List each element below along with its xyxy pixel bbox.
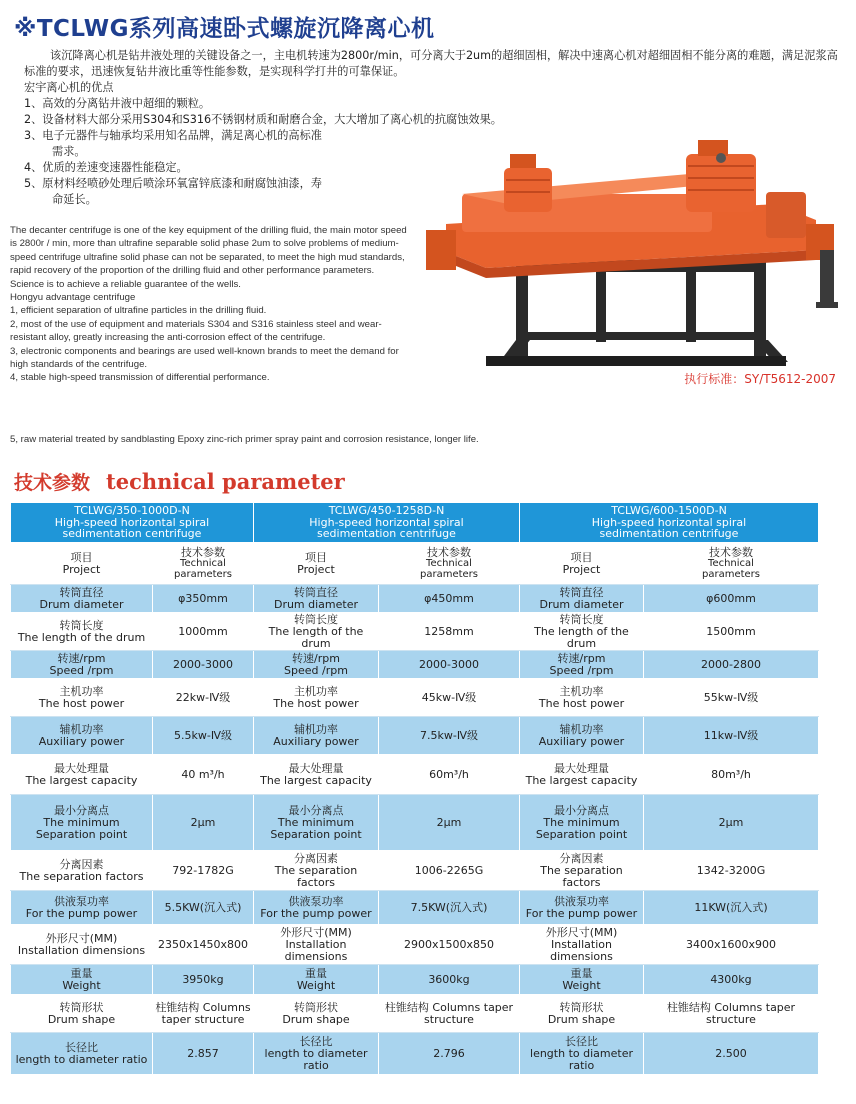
- parameter-value: 792-1782G: [153, 851, 254, 891]
- parameter-label-en: For the pump power: [260, 906, 372, 920]
- table-row: [11, 965, 819, 995]
- col-item: 项目 Project: [254, 543, 379, 585]
- parameter-label-en: The length of the drum: [534, 624, 629, 650]
- parameter-label-en: The length of the drum: [17, 630, 146, 644]
- section-title-cn: 技术参数: [14, 472, 91, 494]
- parameter-label: [254, 679, 379, 717]
- parameter-label-en: length to diameter ratio: [15, 1052, 148, 1066]
- parameter-label: [254, 925, 379, 965]
- parameter-label-cn: 重量: [70, 966, 93, 980]
- table-row: [11, 925, 819, 965]
- model-header: [11, 503, 254, 543]
- parameter-label-cn: 外形尺寸(MM): [545, 925, 618, 939]
- model-header: [254, 503, 520, 543]
- intro-cn: 该沉降离心机是钻井液处理的关键设备之一，主电机转速为2800r/min，可分离大于2um的超细固相，解决中速离心机对超细固相不能分离的难题，满足泥浆高标准的要求，迅速恢复钻井液比重等性能参数，是实现科学打井的可靠保证。: [24, 49, 838, 78]
- parameter-value: 11KW(沉入式): [644, 891, 819, 925]
- advantage-cn-3-cont: 需求。: [52, 145, 86, 158]
- english-description: [10, 224, 410, 385]
- parameter-value: 2000-3000: [379, 651, 520, 679]
- parameter-label: [520, 925, 644, 965]
- parameter-label-cn: 转筒形状: [559, 1000, 604, 1014]
- parameter-label-en: length to diameter ratio: [530, 1046, 633, 1072]
- parameter-label-cn: 长径比: [299, 1034, 333, 1048]
- parameter-value: 2900x1500x850: [379, 925, 520, 965]
- section-title: [14, 468, 345, 495]
- parameter-label-en: Speed /rpm: [549, 663, 614, 677]
- parameter-label-en: The host power: [273, 696, 359, 710]
- parameter-label: [11, 965, 153, 995]
- table-row: [11, 1033, 819, 1075]
- parameter-label: [520, 585, 644, 613]
- parameter-label: [254, 965, 379, 995]
- parameter-label: [254, 613, 379, 651]
- model-name: High-speed horizontal spiral: [591, 515, 747, 529]
- table-row: [11, 613, 819, 651]
- parameter-label-cn: 最小分离点: [288, 803, 344, 817]
- parameter-label: [11, 995, 153, 1033]
- parameter-label-en: Drum diameter: [273, 597, 359, 611]
- col-param: 技术参数 Technical parameters: [644, 543, 819, 585]
- parameter-label: [11, 613, 153, 651]
- parameter-value: 5.5KW(沉入式): [153, 891, 254, 925]
- advantage-cn-4: 4、优质的差速变速器性能稳定。: [24, 161, 188, 174]
- parameter-label-cn: 辅机功率: [59, 722, 104, 736]
- column-header-row: [11, 543, 819, 585]
- parameter-label: [520, 717, 644, 755]
- parameter-label: [11, 925, 153, 965]
- parameter-label: [520, 995, 644, 1033]
- advantages-cn-title: 宏宇离心机的优点: [24, 81, 114, 94]
- parameter-table: [10, 502, 819, 1075]
- parameter-label-en: The largest capacity: [25, 773, 138, 787]
- parameter-value: 45kw-Ⅳ级: [379, 679, 520, 717]
- parameter-label: [11, 651, 153, 679]
- centrifuge-machine-image: [416, 132, 852, 372]
- main-motor: [686, 140, 756, 212]
- parameter-label-en: For the pump power: [525, 906, 638, 920]
- parameter-label-en: Drum shape: [547, 1012, 616, 1026]
- advantage-cn-5-cont: 命延长。: [52, 193, 97, 206]
- parameter-label-cn: 最小分离点: [54, 803, 109, 817]
- parameter-label-cn: 最大处理量: [54, 761, 109, 775]
- parameter-label-en: Weight: [562, 978, 601, 992]
- parameter-value: φ600mm: [644, 585, 819, 613]
- advantage-en-1: 1, efficient separation of ultrafine particles in the drilling fluid.: [10, 305, 267, 317]
- parameter-value: 2μm: [153, 795, 254, 851]
- parameter-label-cn: 转速/rpm: [557, 651, 606, 665]
- table-row: [11, 755, 819, 795]
- parameter-label-en: The host power: [38, 696, 125, 710]
- parameter-label-en: Weight: [296, 978, 336, 992]
- parameter-label: [11, 679, 153, 717]
- model-name: sedimentation centrifuge: [317, 527, 456, 541]
- parameter-label-en: The separation factors: [540, 863, 623, 889]
- parameter-value: 2350x1450x800: [153, 925, 254, 965]
- model-name: High-speed horizontal spiral: [309, 515, 464, 529]
- parameter-label-en: Drum shape: [47, 1012, 116, 1026]
- parameter-value: 柱锥结构 Columns taper structure: [644, 995, 819, 1033]
- parameter-label-cn: 最大处理量: [288, 761, 344, 775]
- advantage-en-4: 4, stable high-speed transmission of differential performance.: [10, 372, 270, 384]
- parameter-label-en: The minimum Separation point: [535, 815, 628, 841]
- parameter-label-cn: 重量: [305, 966, 327, 980]
- parameter-value: φ450mm: [379, 585, 520, 613]
- parameter-value: 5.5kw-Ⅳ级: [153, 717, 254, 755]
- parameter-label: [254, 755, 379, 795]
- parameter-value: 1258mm: [379, 613, 520, 651]
- parameter-label-cn: 转筒长度: [59, 618, 104, 632]
- table-row: [11, 891, 819, 925]
- parameter-label: [520, 755, 644, 795]
- parameter-label-cn: 转筒长度: [294, 612, 338, 626]
- parameter-value: 1006-2265G: [379, 851, 520, 891]
- advantage-cn-2: 2、设备材料大部分采用S304和S316不锈钢材质和耐磨合金，大大增加了离心机的抗腐蚀效果。: [24, 113, 502, 126]
- parameter-label-en: The separation factors: [19, 869, 144, 883]
- advantage-en-2: 2, most of the use of equipment and materials S304 and S316 stainless steel and wear-resistant alloy, greatly increasing the anti-corrosion effect of the centrifuge.: [10, 318, 382, 344]
- parameter-value: 2.500: [644, 1033, 819, 1075]
- parameter-label-cn: 供液泵功率: [554, 894, 609, 908]
- table-row: [11, 651, 819, 679]
- parameter-label: [520, 613, 644, 651]
- intro-en: The decanter centrifuge is one of the key equipment of the drilling fluid, the main motor speed is 2800r / min, more than ultrafine separable solid phase 2um to solve problems of medium-speed centrifuge ultrafine solid phase can not be separated, to meet the high mud standards, rapid recovery of the proportion of the drilling fluid and other performance parameters. Science is to achieve a reliable guarantee of the wells.: [10, 225, 407, 290]
- parameter-value: 3400x1600x900: [644, 925, 819, 965]
- parameter-value: 3600kg: [379, 965, 520, 995]
- parameter-value: 11kw-Ⅳ级: [644, 717, 819, 755]
- parameter-value: 2000-3000: [153, 651, 254, 679]
- parameter-label: [11, 717, 153, 755]
- parameter-label: [254, 585, 379, 613]
- table-row: [11, 795, 819, 851]
- parameter-label-en: Weight: [62, 978, 101, 992]
- parameter-label-en: The length of the drum: [268, 624, 364, 650]
- parameter-label-cn: 转筒直径: [59, 585, 104, 599]
- advantage-en-3: 3, electronic components and bearings are used well-known brands to meet the demand for high standards of the centrifuge.: [10, 345, 399, 371]
- model-header: [520, 503, 819, 543]
- parameter-label-en: For the pump power: [25, 906, 138, 920]
- table-row: [11, 585, 819, 613]
- parameter-value: 7.5kw-Ⅳ级: [379, 717, 520, 755]
- parameter-label-cn: 供液泵功率: [54, 894, 109, 908]
- parameter-label: [11, 1033, 153, 1075]
- auxiliary-motor: [504, 154, 552, 212]
- parameter-label-en: The minimum Separation point: [35, 815, 128, 841]
- parameter-label-en: Auxiliary power: [273, 734, 359, 748]
- parameter-value: 40 m³/h: [153, 755, 254, 795]
- parameter-label-cn: 转筒直径: [559, 585, 604, 599]
- col-param: 技术参数 Technical parameters: [153, 543, 254, 585]
- parameter-label-en: The separation factors: [274, 863, 358, 889]
- table-row: [11, 995, 819, 1033]
- parameter-value: 3950kg: [153, 965, 254, 995]
- table-row: [11, 851, 819, 891]
- parameter-label-en: Speed /rpm: [284, 663, 348, 677]
- parameter-value: 80m³/h: [644, 755, 819, 795]
- table-body: [11, 585, 819, 1075]
- parameter-label-cn: 重量: [570, 966, 593, 980]
- parameter-value: 1000mm: [153, 613, 254, 651]
- parameter-value: 4300kg: [644, 965, 819, 995]
- col-item: 项目 Project: [11, 543, 153, 585]
- parameter-label-cn: 最小分离点: [554, 803, 609, 817]
- parameter-label-en: Drum diameter: [539, 597, 624, 611]
- parameter-value: 柱锥结构 Columns taper structure: [379, 995, 520, 1033]
- parameter-value: 2μm: [644, 795, 819, 851]
- parameter-label-en: The host power: [538, 696, 625, 710]
- parameter-value: 2.857: [153, 1033, 254, 1075]
- parameter-value: φ350mm: [153, 585, 254, 613]
- parameter-label: [520, 679, 644, 717]
- parameter-label-cn: 转速/rpm: [57, 651, 106, 665]
- parameter-value: 7.5KW(沉入式): [379, 891, 520, 925]
- parameter-label: [11, 795, 153, 851]
- section-title-en: technical parameter: [106, 469, 345, 494]
- parameter-label: [254, 1033, 379, 1075]
- parameter-label: [11, 851, 153, 891]
- parameter-label-cn: 长径比: [565, 1034, 598, 1048]
- parameter-label: [11, 755, 153, 795]
- parameter-label: [520, 965, 644, 995]
- parameter-label-cn: 外形尺寸(MM): [45, 931, 118, 945]
- parameter-value: 55kw-Ⅳ级: [644, 679, 819, 717]
- parameter-label: [254, 851, 379, 891]
- parameter-label-en: The minimum Separation point: [270, 815, 362, 841]
- parameter-label-en: Installation dimensions: [17, 943, 146, 957]
- parameter-label-cn: 转速/rpm: [292, 651, 340, 665]
- parameter-label: [254, 651, 379, 679]
- parameter-label-en: Auxiliary power: [538, 734, 625, 748]
- parameter-label-en: length to diameter ratio: [264, 1046, 368, 1072]
- parameter-label: [520, 651, 644, 679]
- parameter-label-cn: 转筒长度: [559, 612, 604, 626]
- advantage-en-5: 5, raw material treated by sandblasting Epoxy zinc-rich primer spray paint and corrosion resistance, longer life.: [10, 434, 479, 445]
- parameter-label: [520, 851, 644, 891]
- col-param: 技术参数 Technical parameters: [379, 543, 520, 585]
- parameter-label-cn: 转筒直径: [294, 585, 338, 599]
- parameter-value: 柱锥结构 Columns taper structure: [153, 995, 254, 1033]
- table-row: [11, 679, 819, 717]
- parameter-value: 1342-3200G: [644, 851, 819, 891]
- advantage-cn-3: 3、电子元器件与轴承均采用知名品牌，满足离心机的高标准: [24, 129, 322, 142]
- parameter-label: [11, 891, 153, 925]
- parameter-label-cn: 辅机功率: [559, 722, 604, 736]
- parameter-value: 2000-2800: [644, 651, 819, 679]
- parameter-label-cn: 辅机功率: [294, 722, 338, 736]
- parameter-label-cn: 外形尺寸(MM): [280, 925, 352, 939]
- model-name: sedimentation centrifuge: [62, 527, 202, 541]
- parameter-label: [254, 891, 379, 925]
- advantage-cn-1: 1、高效的分离钻井液中超细的颗粒。: [24, 97, 211, 110]
- model-name: High-speed horizontal spiral: [54, 515, 210, 529]
- parameter-label-en: Installation dimensions: [284, 937, 348, 963]
- model-code: TCLWG/350-1000D-N: [74, 504, 190, 518]
- advantage-cn-5: 5、原材料经喷砂处理后喷涂环氧富锌底漆和耐腐蚀油漆，寿: [24, 177, 322, 190]
- execution-standard: 执行标准：SY/T5612-2007: [684, 372, 836, 386]
- parameter-label-en: Drum shape: [282, 1012, 350, 1026]
- parameter-label-cn: 供液泵功率: [288, 894, 344, 908]
- parameter-label-cn: 分离因素: [294, 851, 338, 865]
- table-header-row: [11, 503, 819, 543]
- parameter-value: 60m³/h: [379, 755, 520, 795]
- parameter-value: 1500mm: [644, 613, 819, 651]
- parameter-label-cn: 主机功率: [59, 684, 104, 698]
- parameter-value: 2.796: [379, 1033, 520, 1075]
- parameter-label-en: Drum diameter: [39, 597, 124, 611]
- parameter-label-cn: 分离因素: [559, 851, 604, 865]
- parameter-label: [520, 795, 644, 851]
- gearbox: [766, 192, 806, 238]
- machine-stand: [486, 260, 788, 366]
- parameter-label-en: The largest capacity: [525, 773, 638, 787]
- parameter-value: 2μm: [379, 795, 520, 851]
- parameter-label: [520, 1033, 644, 1075]
- parameter-label-en: Auxiliary power: [38, 734, 125, 748]
- parameter-label-cn: 长径比: [65, 1040, 98, 1054]
- model-code: TCLWG/600-1500D-N: [611, 504, 727, 518]
- col-item: 项目 Project: [520, 543, 644, 585]
- parameter-label-cn: 主机功率: [294, 684, 338, 698]
- parameter-label-cn: 最大处理量: [554, 761, 609, 775]
- model-code: TCLWG/450-1258D-N: [328, 504, 445, 518]
- table-row: [11, 717, 819, 755]
- parameter-label: [254, 717, 379, 755]
- parameter-label: [520, 891, 644, 925]
- parameter-value: 22kw-Ⅳ级: [153, 679, 254, 717]
- parameter-label: [254, 995, 379, 1033]
- parameter-label-cn: 主机功率: [559, 684, 604, 698]
- parameter-label-en: Speed /rpm: [49, 663, 114, 677]
- model-name: sedimentation centrifuge: [599, 527, 739, 541]
- parameter-label: [11, 585, 153, 613]
- advantages-en-title: Hongyu advantage centrifuge: [10, 292, 136, 304]
- parameter-label: [254, 795, 379, 851]
- parameter-label-en: Installation dimensions: [550, 937, 613, 963]
- parameter-label-cn: 分离因素: [59, 857, 104, 871]
- parameter-label-cn: 转筒形状: [59, 1000, 104, 1014]
- parameter-label-cn: 转筒形状: [294, 1000, 338, 1014]
- page-title: ※TCLWG系列高速卧式螺旋沉降离心机: [14, 16, 435, 42]
- parameter-label-en: The largest capacity: [260, 773, 372, 787]
